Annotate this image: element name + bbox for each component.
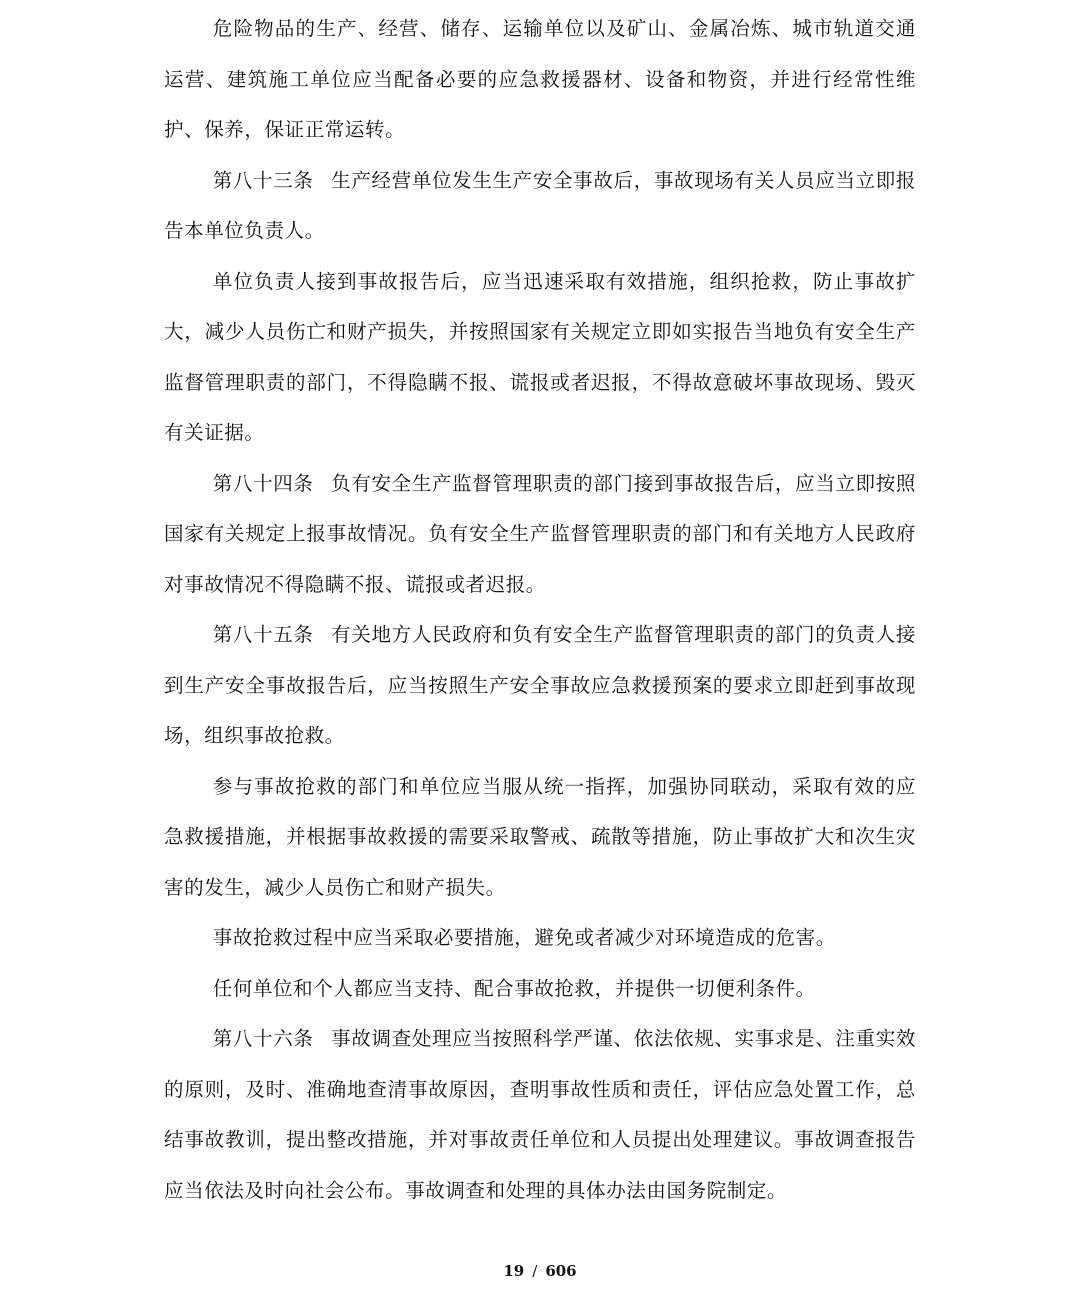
paragraph-text: 有关地方人民政府和负有安全生产监督管理职责的部门的负责人接到生产安全事故报告后，应当按照生产安全事故应急救援预案的要求立即赶到事故现场，组织事故抢救。: [164, 623, 916, 747]
paragraph-text: 生产经营单位发生生产安全事故后，事故现场有关人员应当立即报告本单位负责人。: [164, 168, 916, 242]
paragraph: [164, 964, 916, 1015]
paragraph: [164, 257, 916, 459]
article-label: 第八十三条: [212, 168, 314, 192]
paragraph-text: 单位负责人接到事故报告后，应当迅速采取有效措施，组织抢救，防止事故扩大，减少人员伤亡和财产损失，并按照国家有关规定立即如实报告当地负有安全生产监督管理职责的部门，不得隐瞒不报、谎报或者迟报，不得故意破坏事故现场、毁灭有关证据。: [164, 269, 916, 444]
document-page: [164, 0, 916, 1296]
paragraph-text: 参与事故抢救的部门和单位应当服从统一指挥，加强协同联动，采取有效的应急救援措施，并根据事故救援的需要采取警戒、疏散等措施，防止事故扩大和次生灾害的发生，减少人员伤亡和财产损失。: [164, 774, 916, 899]
page-separator: /: [532, 1262, 538, 1280]
paragraph: [164, 156, 916, 257]
article-label: 第八十五条: [212, 623, 314, 646]
document-body: [164, 0, 916, 1216]
page-number-footer: [0, 1262, 1080, 1280]
article-label: 第八十四条: [212, 471, 314, 495]
article-label: 第八十六条: [212, 1027, 314, 1050]
paragraph-text: 负有安全生产监督管理职责的部门接到事故报告后，应当立即按照国家有关规定上报事故情况。负有安全生产监督管理职责的部门和有关地方人民政府对事故情况不得隐瞒不报、谎报或者迟报。: [164, 471, 916, 596]
paragraph: [164, 1014, 916, 1216]
paragraph-text: 任何单位和个人都应当支持、配合事故抢救，并提供一切便利条件。: [212, 976, 816, 1000]
paragraph-text: 危险物品的生产、经营、储存、运输单位以及矿山、金属冶炼、城市轨道交通运营、建筑施工单位应当配备必要的应急救援器材、设备和物资，并进行经常性维护、保养，保证正常运转。: [164, 17, 916, 141]
paragraph-text: 事故抢救过程中应当采取必要措施，避免或者减少对环境造成的危害。: [212, 926, 836, 949]
current-page-number: 19: [503, 1262, 525, 1280]
total-page-count: 606: [545, 1262, 577, 1280]
paragraph: [164, 913, 916, 964]
paragraph: [164, 4, 916, 156]
paragraph: [164, 459, 916, 611]
paragraph: [164, 610, 916, 762]
paragraph: [164, 762, 916, 914]
paragraph-text: 事故调查处理应当按照科学严谨、依法依规、实事求是、注重实效的原则，及时、准确地查清事故原因，查明事故性质和责任，评估应急处置工作，总结事故教训，提出整改措施，并对事故责任单位和人员提出处理建议。事故调查报告应当依法及时向社会公布。事故调查和处理的具体办法由国务院制定。: [164, 1027, 916, 1202]
